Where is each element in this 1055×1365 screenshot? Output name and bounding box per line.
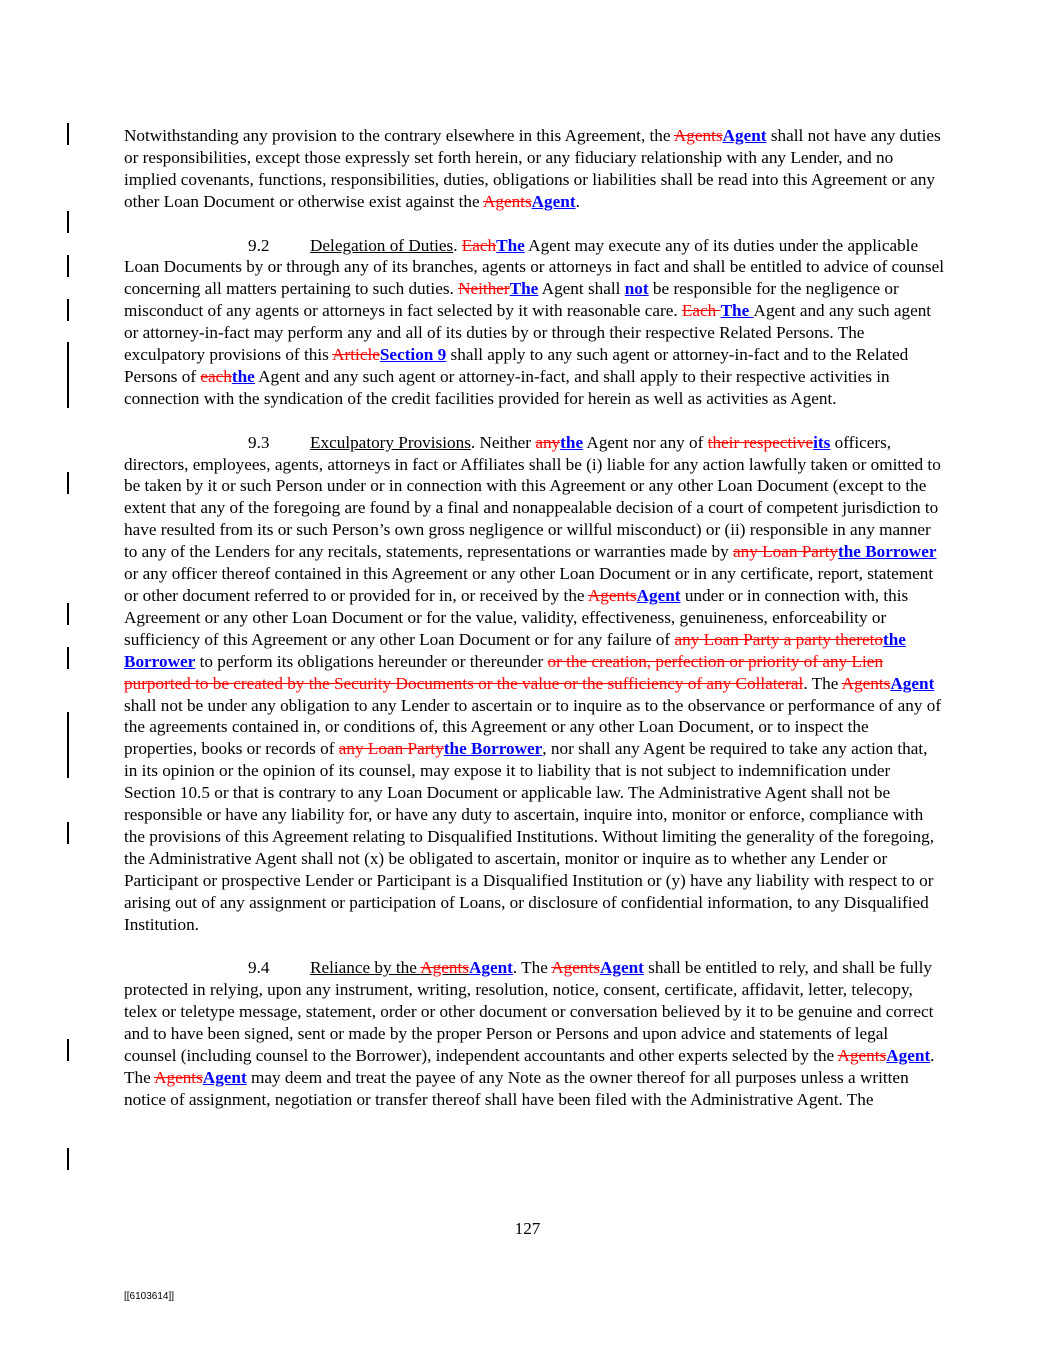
deleted-text: any: [535, 432, 561, 452]
document-footer-id: [[6103614]]: [124, 1291, 175, 1302]
intro-paragraph: Notwithstanding any provision to the contrary elsewhere in this Agreement, the AgentsAgent shall not have any duties or responsibilities, except those expressly set forth herein, or any fiduciary relationship with any Lender, and no implied covenants, functions, responsibilities, duties, obligations or liabilities shall be read into this Agreement or any other Loan Document or otherwise exist against the AgentsAgent.: [124, 126, 941, 211]
inserted-text: the: [560, 432, 584, 452]
deleted-text: any Loan Party: [732, 542, 838, 562]
change-bar: [67, 123, 69, 145]
change-bar: [67, 1148, 69, 1170]
deleted-text: Agents: [482, 191, 532, 211]
inserted-text: The: [720, 301, 754, 321]
document-body: [124, 125, 944, 1111]
inserted-text: Agent: [886, 1046, 931, 1066]
deleted-text: each: [200, 366, 232, 386]
inserted-text: Agent: [636, 586, 681, 605]
page-number: 127: [514, 1219, 541, 1238]
section-heading: Exculpatory Provisions: [310, 432, 471, 452]
change-bar: [67, 299, 69, 321]
deleted-text: Agents: [154, 1067, 203, 1087]
change-bar: [67, 211, 69, 233]
change-bar: [67, 647, 69, 669]
inserted-text: the: [231, 366, 255, 386]
deleted-text: any Loan Party a party thereto: [674, 629, 884, 649]
inserted-text: Agent: [890, 673, 935, 693]
change-bar: [67, 822, 69, 844]
section-heading: Delegation of Duties: [310, 235, 454, 255]
deleted-text: Agents: [837, 1046, 887, 1066]
deleted-text: Agents: [420, 958, 469, 978]
deleted-text: or the creation, perfection or priority of any Lien purported to be created by the Security Documents or the value or the sufficiency of any Collateral: [124, 651, 884, 693]
change-bar: [67, 472, 69, 494]
deleted-text: Each: [681, 301, 721, 321]
change-bar: [67, 603, 69, 625]
inserted-text: Agent: [599, 958, 644, 978]
inserted-text: The: [509, 279, 539, 299]
change-bar: [67, 1039, 69, 1061]
change-bar: [67, 342, 69, 408]
deleted-text: Agents: [841, 673, 891, 693]
inserted-text: the Borrower: [443, 739, 543, 759]
deleted-text: Each: [461, 235, 497, 255]
deleted-text: Agents: [673, 126, 723, 145]
inserted-text: Section 9: [379, 345, 447, 365]
inserted-text: not: [624, 279, 649, 299]
inserted-text: The: [496, 235, 525, 255]
deleted-text: Neither: [458, 279, 510, 299]
deleted-text: Agents: [587, 586, 637, 605]
section-number: 9.4: [248, 958, 270, 978]
inserted-text: Agent: [202, 1067, 247, 1087]
section-number: 9.3: [248, 432, 270, 452]
inserted-text: Agent: [722, 126, 767, 145]
inserted-text: the Borrower: [124, 629, 906, 671]
section-number: 9.2: [248, 235, 270, 255]
deleted-text: Agents: [551, 958, 600, 978]
deleted-text: any Loan Party: [338, 739, 444, 759]
inserted-text: Agent: [468, 958, 513, 978]
section-heading: Reliance by the AgentsAgent: [310, 958, 513, 978]
inserted-text: its: [813, 432, 831, 452]
inserted-text: Agent: [531, 191, 576, 211]
inserted-text: the Borrower: [838, 542, 937, 562]
change-bar: [67, 255, 69, 277]
section-9-3: 9.3 Exculpatory Provisions. Neither anythe Agent nor any of their respectiveits officers, directors, employees, agents, attorneys in fact or Affiliates shall be (i) liable for any action lawfully taken or omitted to be taken by it or such Person under or in connection with this Agreement or any other Loan Document (except to the extent that any of the foregoing are found by a final and nonappealable decision of a court of competent jurisdiction to have resulted from its or such Person’s own gross negligence or willful misconduct) or (ii) responsible in any manner to any of the Lenders for any recitals, statements, representations or warranties made by any Loan Partythe Borrower or any officer thereof contained in this Agreement or any other Loan Document or in any certificate, report, statement or other document referred to or provided for in, or received by the AgentsAgent under or in connection with, this Agreement or any other Loan Document or for the value, validity, effectiveness, genuineness, enforceability or sufficiency of this Agreement or any other Loan Document or for any failure of any Loan Party a party theretothe Borrower to perform its obligations hereunder or thereunder or the creation, perfection or priority of any Lien purported to be created by the Security Documents or the value or the sufficiency of any Collateral. The AgentsAgent shall not be under any obligation to any Lender to ascertain or to inquire as to the observance or performance of any of the agreements contained in, or conditions of, this Agreement or any other Loan Document, or to inspect the properties, books or records of any Loan Partythe Borrower, nor shall any Agent be required to take any action that, in its opinion or the opinion of its counsel, may expose it to liability that is not subject to indemnification under Section 10.5 or that is contrary to any Loan Document or applicable law. The Administrative Agent shall not be responsible or have any liability for, or have any duty to ascertain, inquire into, monitor or enforce, compliance with the provisions of this Agreement relating to Disqualified Institutions. Without limiting the generality of the foregoing, the Administrative Agent shall not (x) be obligated to ascertain, monitor or inquire as to whether any Lender or Participant or prospective Lender or Participant is a Disqualified Institution or (y) have any liability with respect to or arising out of any assignment or participation of Loans, or disclosure of confidential information, to any Disqualified Institution.: [124, 432, 942, 934]
section-9-2: 9.2 Delegation of Duties. EachThe Agent may execute any of its duties under the applicable Loan Documents by or through any of its branches, agents or attorneys in fact and shall be entitled to advice of counsel concerning all matters pertaining to such duties. NeitherThe Agent shall not be responsible for the negligence or misconduct of any agents or attorneys in fact selected by it with reasonable care. Each The Agent and any such agent or attorney-in-fact may perform any and all of its duties by or through their respective Related Persons. The exculpatory provisions of this ArticleSection 9 shall apply to any such agent or attorney-in-fact and to the Related Persons of eachthe Agent and any such agent or attorney-in-fact, and shall apply to their respective activities in connection with the syndication of the credit facilities provided for herein as well as activities as Agent.: [124, 235, 944, 408]
change-bar: [67, 712, 69, 778]
deleted-text: Article: [332, 345, 380, 365]
section-9-4: 9.4 Reliance by the AgentsAgent. The AgentsAgent shall be entitled to rely, and shall be fully protected in relying, upon any instrument, writing, resolution, notice, consent, certificate, affidavit, letter, telecopy, telex or teletype message, statement, order or other document or conversation believed by it to be genuine and correct and to have been signed, sent or made by the proper Person or Persons and upon advice and statements of legal counsel (including counsel to the Borrower), independent accountants and other experts selected by the AgentsAgent. The AgentsAgent may deem and treat the payee of any Note as the owner thereof for all purposes unless a written notice of assignment, negotiation or transfer thereof shall have been filed with the Administrative Agent. The: [124, 958, 935, 1109]
deleted-text: their respective: [707, 432, 814, 452]
